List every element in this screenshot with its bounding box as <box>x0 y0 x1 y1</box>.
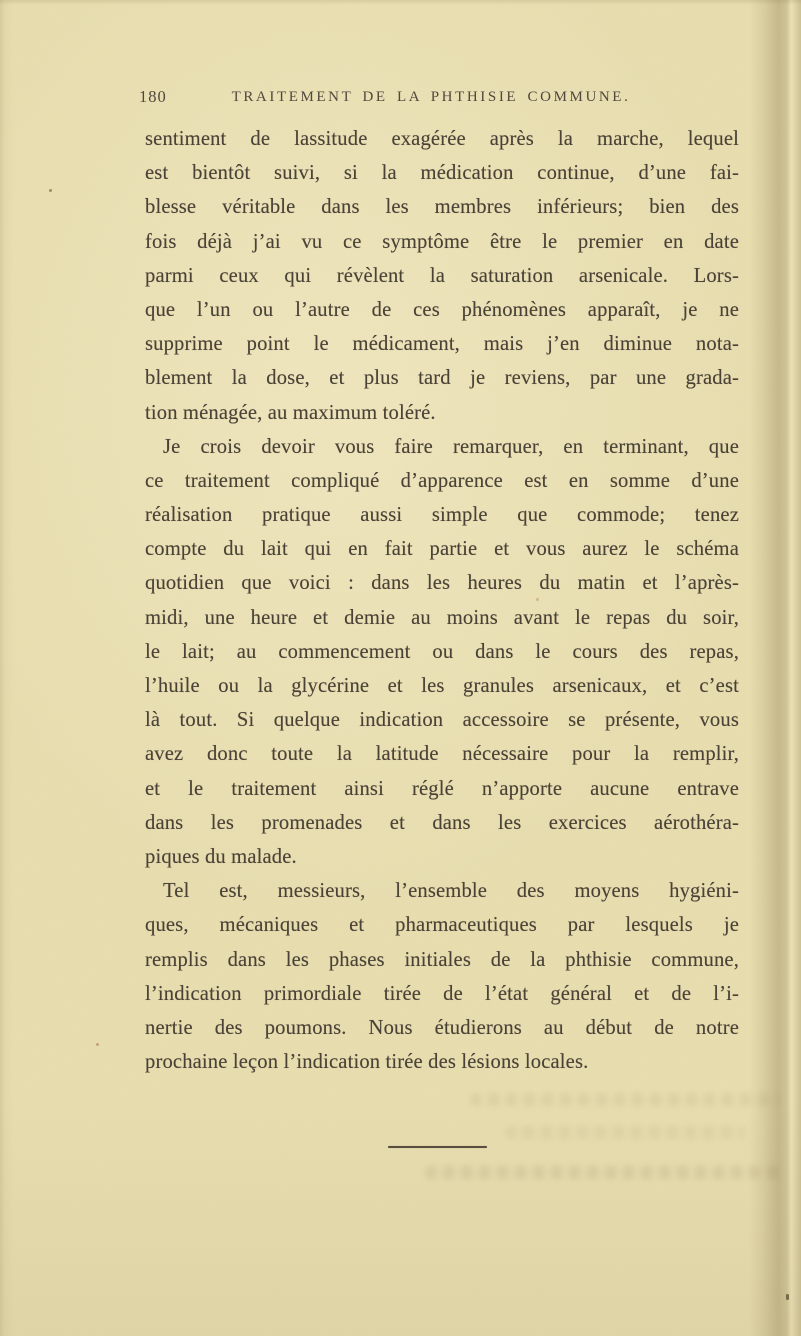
paragraph <box>145 874 739 1079</box>
text-line: blesse véritable dans les membres inférieurs; bien des <box>145 196 739 219</box>
bleed-through-ink <box>425 1166 785 1179</box>
text-line: nertie des poumons. Nous étudierons au début de notre <box>145 1016 739 1039</box>
page-number: 180 <box>139 87 167 106</box>
scan-speck <box>786 1294 789 1300</box>
text-line: tion ménagée, au maximum toléré. <box>145 401 436 424</box>
text-line: sentiment de lassitude exagérée après la marche, lequel <box>145 128 739 150</box>
section-end-rule <box>388 1146 487 1148</box>
text-line: et le traitement ainsi réglé n’apporte aucune entrave <box>145 777 739 800</box>
text-line: compte du lait qui en fait partie et vous aurez le schéma <box>145 538 739 561</box>
text-line: avez donc toute la latitude nécessaire pour la remplir, <box>145 743 739 766</box>
text-line: prochaine leçon l’indication tirée des lésions locales. <box>145 1051 589 1074</box>
text-line: dans les promenades et dans les exercices aérothéra- <box>145 811 739 834</box>
text-line: là tout. Si quelque indication accessoire se présente, vous <box>145 709 739 732</box>
text-line: supprime point le médicament, mais j’en diminue nota- <box>145 333 739 356</box>
paragraph <box>145 430 739 874</box>
paragraph <box>145 122 739 430</box>
bleed-through-ink <box>470 1093 780 1106</box>
text-line: est bientôt suivi, si la médication continue, d’une fai- <box>145 162 739 185</box>
text-line: fois déjà j’ai vu ce symptôme être le premier en date <box>145 230 739 253</box>
text-line: Je crois devoir vous faire remarquer, en terminant, que <box>163 435 739 458</box>
running-title: TRAITEMENT DE LA PHTHISIE COMMUNE. <box>231 89 631 105</box>
scan-speck <box>49 189 52 192</box>
text-line: que l’un ou l’autre de ces phénomènes apparaît, je ne <box>145 298 739 321</box>
text-line: ce traitement compliqué d’apparence est en somme d’une <box>145 469 739 492</box>
text-line: ques, mécaniques et pharmaceutiques par lesquels je <box>145 914 739 937</box>
text-line: l’indication primordiale tirée de l’état général et de l’i- <box>145 982 739 1005</box>
text-line: blement la dose, et plus tard je reviens, par une grada- <box>145 367 739 390</box>
text-line: le lait; au commencement ou dans le cours des repas, <box>145 640 739 663</box>
text-line: piques du malade. <box>145 845 297 868</box>
text-line: parmi ceux qui révèlent la saturation arsenicale. Lors- <box>145 264 739 287</box>
text-line: remplis dans les phases initiales de la phthisie commune, <box>145 948 739 971</box>
text-line: l’huile ou la glycérine et les granules arsenicaux, et c’est <box>145 675 739 697</box>
body-text <box>145 122 739 1079</box>
text-line: midi, une heure et demie au moins avant le repas du soir, <box>145 606 739 629</box>
text-line: Tel est, messieurs, l’ensemble des moyens hygiéni- <box>163 880 739 903</box>
scan-speck <box>96 1043 99 1046</box>
text-line: réalisation pratique aussi simple que commode; tenez <box>145 504 739 527</box>
bleed-through-ink <box>505 1126 745 1139</box>
running-head <box>139 87 739 109</box>
text-line: quotidien que voici : dans les heures du matin et l’après- <box>145 572 739 595</box>
